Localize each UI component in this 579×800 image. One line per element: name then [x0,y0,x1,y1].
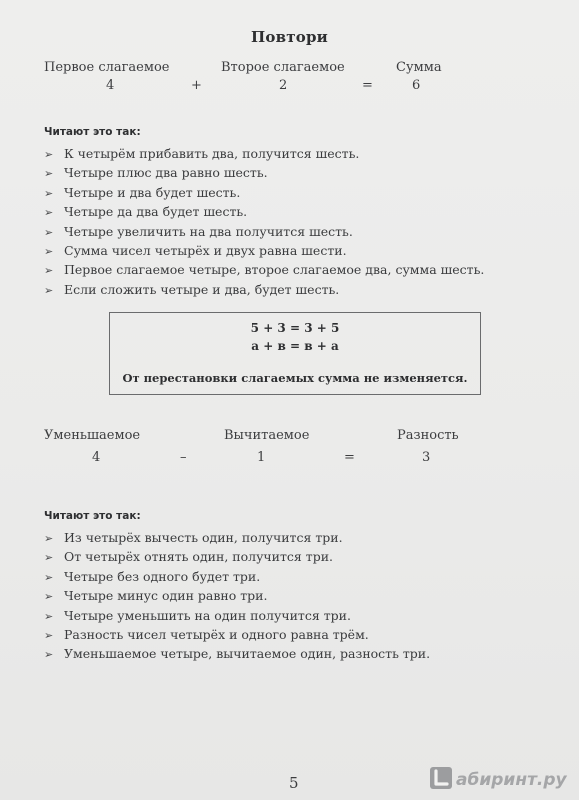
difference-label: Разность [397,428,459,443]
arrowhead-bullet-icon: ➢ [44,148,54,161]
first-addend-label: Первое слагаемое [44,60,170,75]
subtrahend-value: 1 [257,450,266,465]
minuend-label: Уменьшаемое [44,428,141,443]
list-item: ➢ Уменьшаемое четыре, вычитаемое один, разность три. [44,644,430,663]
subtraction-reading-heading: Читают это так: [44,510,141,522]
list-item: ➢ Из четырёх вычесть один, получится три. [44,528,430,547]
commutative-rule-text: От перестановки слагаемых сумма не изменяется. [122,371,468,385]
arrowhead-bullet-icon: ➢ [44,532,54,545]
arrowhead-bullet-icon: ➢ [44,628,54,642]
difference-value: 3 [422,450,431,465]
list-item: ➢ Разность чисел четырёх и одного равна трём. [44,625,430,644]
list-item: ➢ Четыре увеличить на два получится шесть. [44,222,484,241]
letter-formula: а + в = в + а [251,339,339,353]
arrowhead-bullet-icon: ➢ [44,648,54,662]
page-number: 5 [289,774,299,792]
arrowhead-bullet-icon: ➢ [44,206,54,220]
sum-label: Сумма [396,60,442,75]
arrowhead-bullet-icon: ➢ [44,244,54,258]
second-addend-value: 2 [279,78,288,93]
arrowhead-bullet-icon: ➢ [44,225,54,239]
commutative-rule-box [109,312,481,395]
numeric-formula: 5 + 3 = 3 + 5 [250,321,340,335]
equals-sign: = [344,450,355,465]
labyrinth-L-logo-icon [430,767,452,789]
list-item: ➢ От четырёх отнять один, получится три. [44,547,430,566]
first-addend-value: 4 [106,78,115,93]
arrowhead-bullet-icon: ➢ [44,264,54,278]
arrowhead-bullet-icon: ➢ [44,186,54,200]
list-item: ➢ Четыре и два будет шесть. [44,183,484,202]
addition-reading-list [44,144,484,299]
list-item: ➢ Четыре без одного будет три. [44,567,430,586]
equals-sign: = [362,78,373,93]
arrowhead-bullet-icon: ➢ [44,167,54,181]
list-item: ➢ Сумма чисел четырёх и двух равна шести. [44,241,484,260]
subtrahend-label: Вычитаемое [224,428,310,443]
minus-sign: – [180,450,187,465]
arrowhead-bullet-icon: ➢ [44,283,54,297]
list-item: ➢ Если сложить четыре и два, будет шесть. [44,280,484,299]
list-item: ➢ Четыре минус один равно три. [44,586,430,605]
labyrinth-logo-watermark [428,764,574,792]
minuend-value: 4 [92,450,101,465]
list-item: ➢ Четыре да два будет шесть. [44,202,484,221]
page-title: Повтори [251,28,328,46]
list-item: ➢ Четыре плюс два равно шесть. [44,163,484,182]
addition-reading-heading: Читают это так: [44,126,141,138]
list-item: ➢ Четыре уменьшить на один получится три. [44,606,430,625]
subtraction-reading-list [44,528,430,664]
list-item: ➢ Первое слагаемое четыре, второе слагаемое два, сумма шесть. [44,260,484,279]
sum-value: 6 [412,78,421,93]
arrowhead-bullet-icon: ➢ [44,590,54,604]
list-item: ➢ К четырём прибавить два, получится шесть. [44,144,484,163]
second-addend-label: Второе слагаемое [221,60,345,75]
plus-sign: + [191,78,202,93]
watermark-text: абиринт.ру [456,770,567,790]
arrowhead-bullet-icon: ➢ [44,551,54,565]
arrowhead-bullet-icon: ➢ [44,609,54,623]
arrowhead-bullet-icon: ➢ [44,570,54,584]
